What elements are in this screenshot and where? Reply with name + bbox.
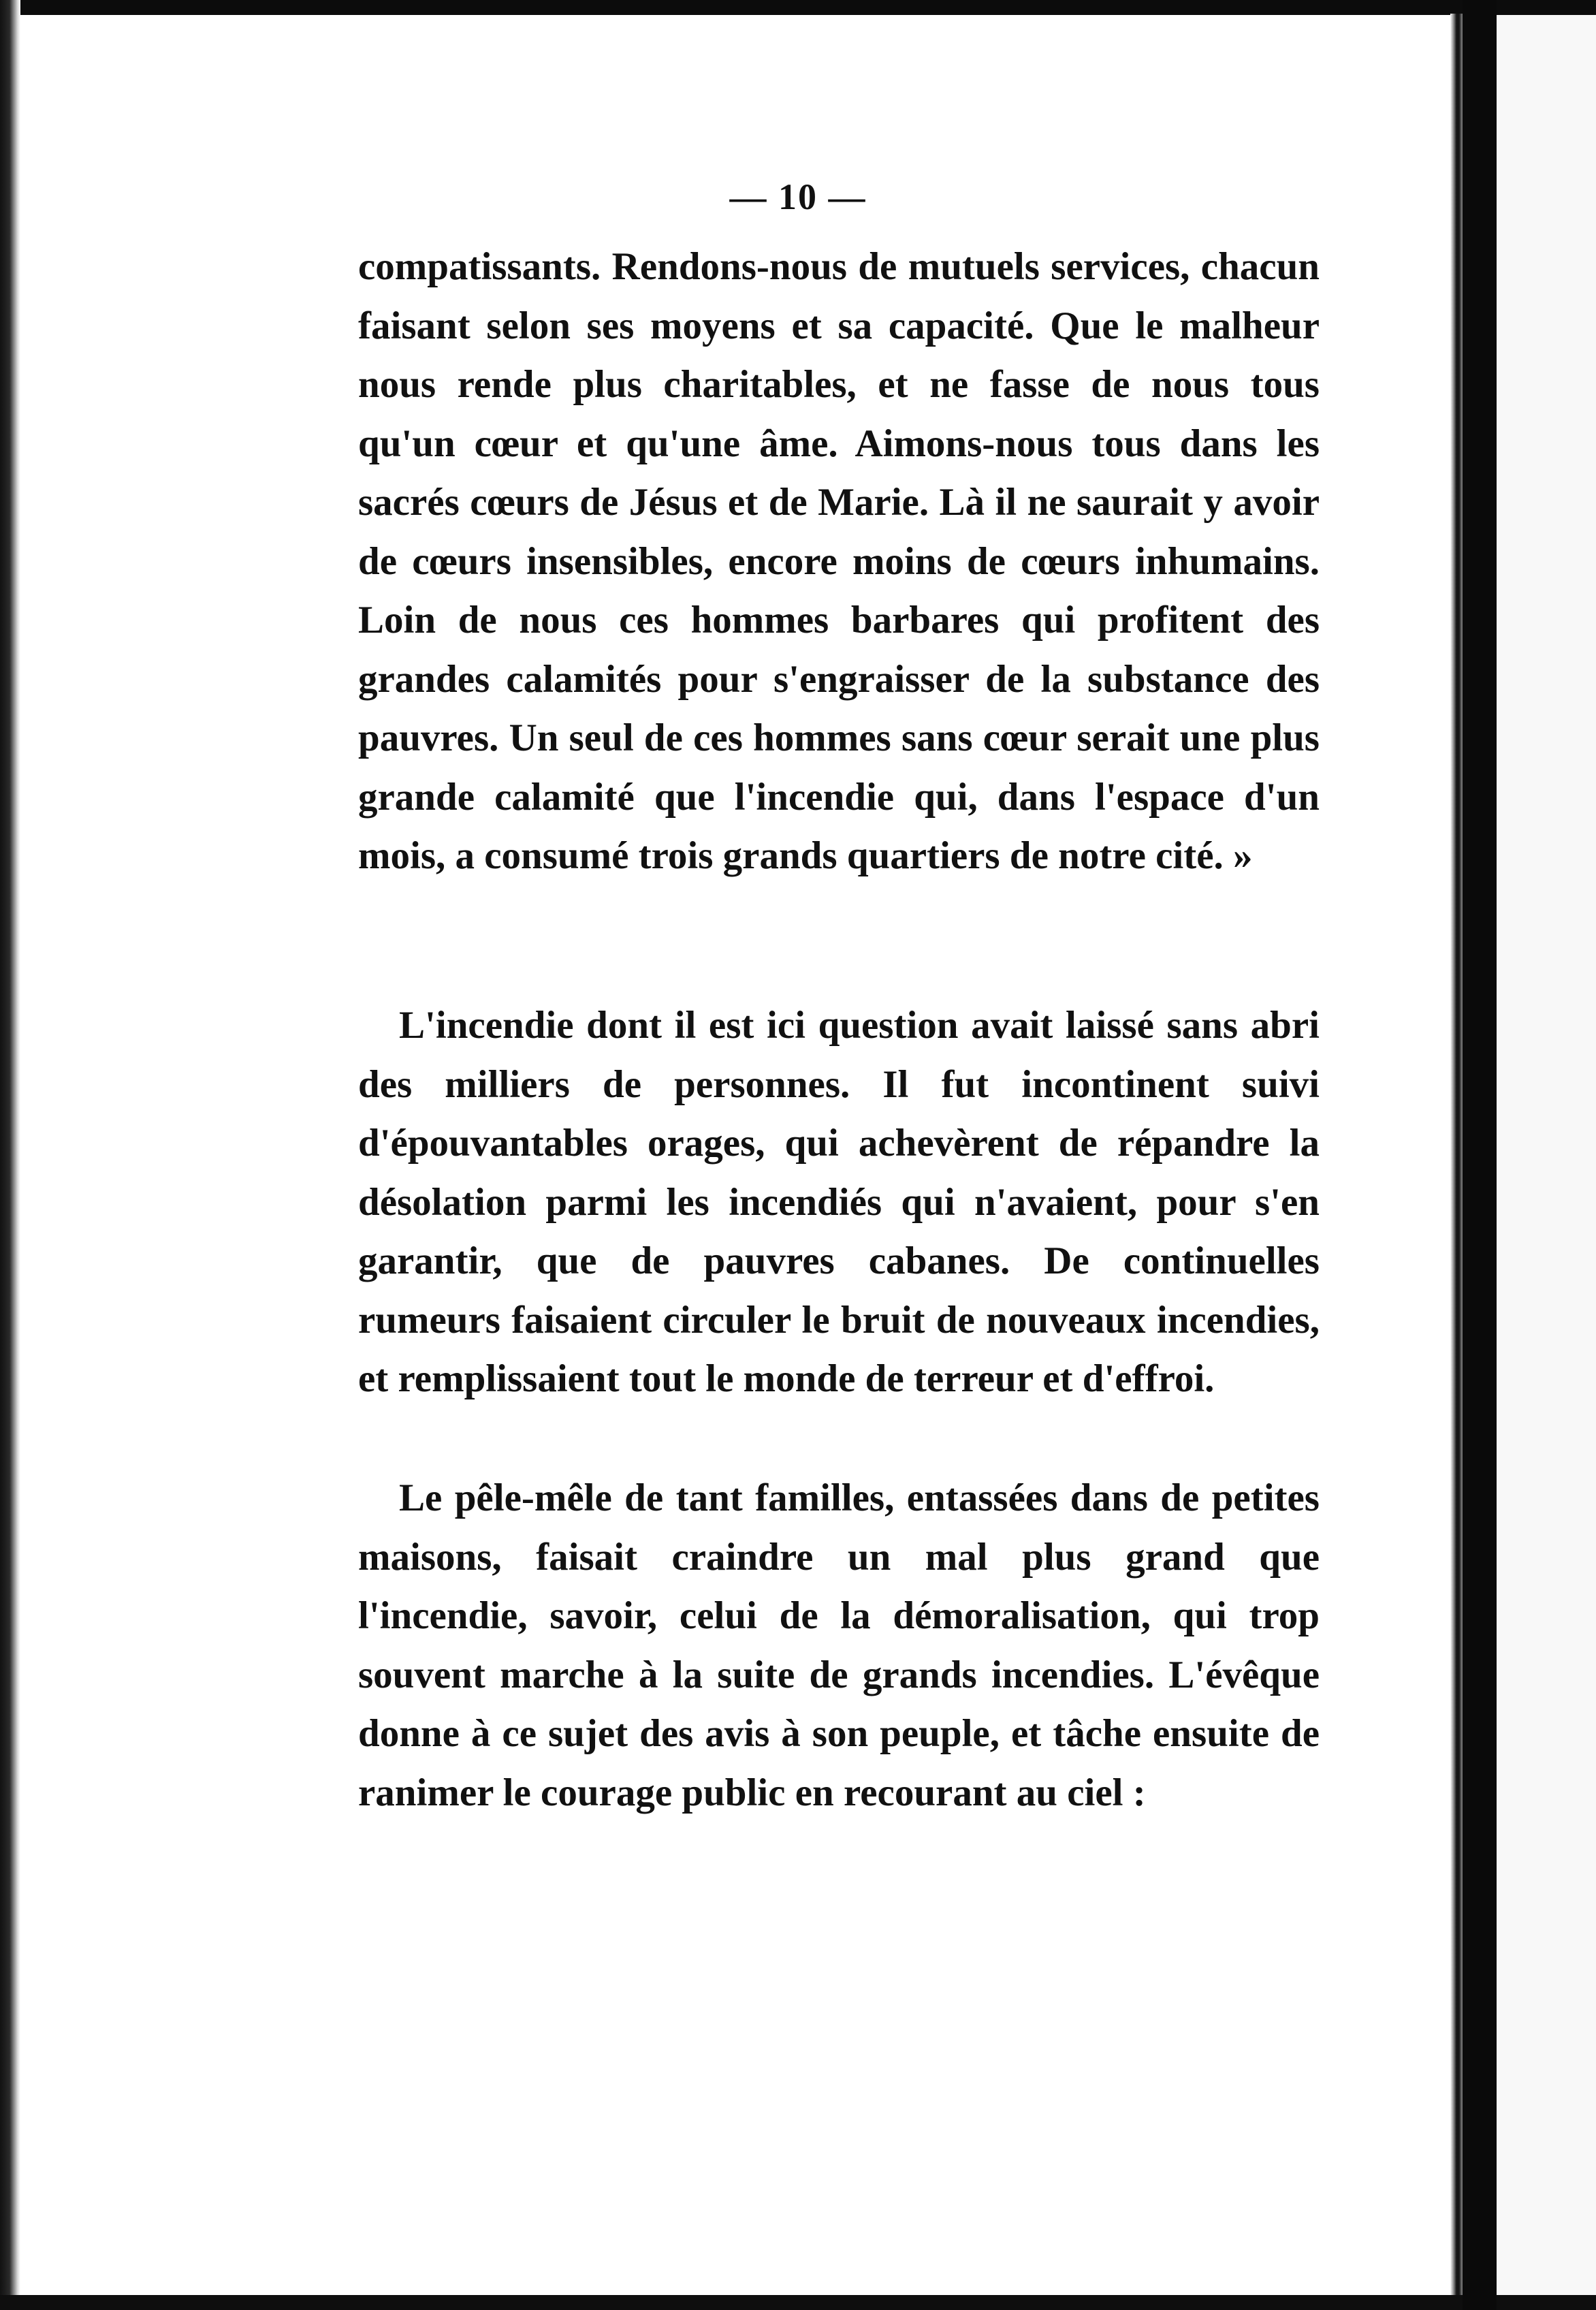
paragraph-continued	[358, 238, 1320, 886]
paragraph-text: compatissants. Rendons-nous de mutuels services, chacun faisant selon ses moyens et sa capacité. Que le malheur nous rende plus charitables, et ne fasse de nous tous qu'un cœur et qu'une âme. Aimons-nous tous dans les sacrés cœurs de Jésus et de Marie. Là il ne saurait y avoir de cœurs insensibles, encore moins de cœurs inhumains. Loin de nous ces hommes barbares qui profitent des grandes calamités pour s'engraisser de la substance des pauvres. Un seul de ces hommes sans cœur serait une plus grande calamité que l'incendie qui, dans l'espace d'un mois, a consumé trois grands quartiers de notre cité. »	[358, 245, 1320, 877]
paragraph-text: Le pêle-mêle de tant familles, entassées dans de petites maisons, faisait craindre un mal plus grand que l'incendie, savoir, celui de la démoralisation, qui trop souvent marche à la suite de grands incendies. L'évêque donne à ce sujet des avis à son peuple, et tâche ensuite de ranimer le courage public en recourant au ciel :	[358, 1476, 1320, 1814]
paragraph-pele-mele	[358, 1469, 1320, 1822]
page-number: — 10 —	[729, 176, 867, 217]
paragraph-text: L'incendie dont il est ici question avait laissé sans abri des milliers de personnes. Il fut incontinent suivi d'épouvantables orages, qui achevèrent de répandre la désolation parmi les incendiés qui n'avaient, pour s'en garantir, que de pauvres cabanes. De continuelles rumeurs faisaient circuler le bruit de nouveaux incendies, et remplissaient tout le monde de terreur et d'effroi.	[358, 1004, 1320, 1400]
paragraph-incendie	[358, 996, 1320, 1409]
